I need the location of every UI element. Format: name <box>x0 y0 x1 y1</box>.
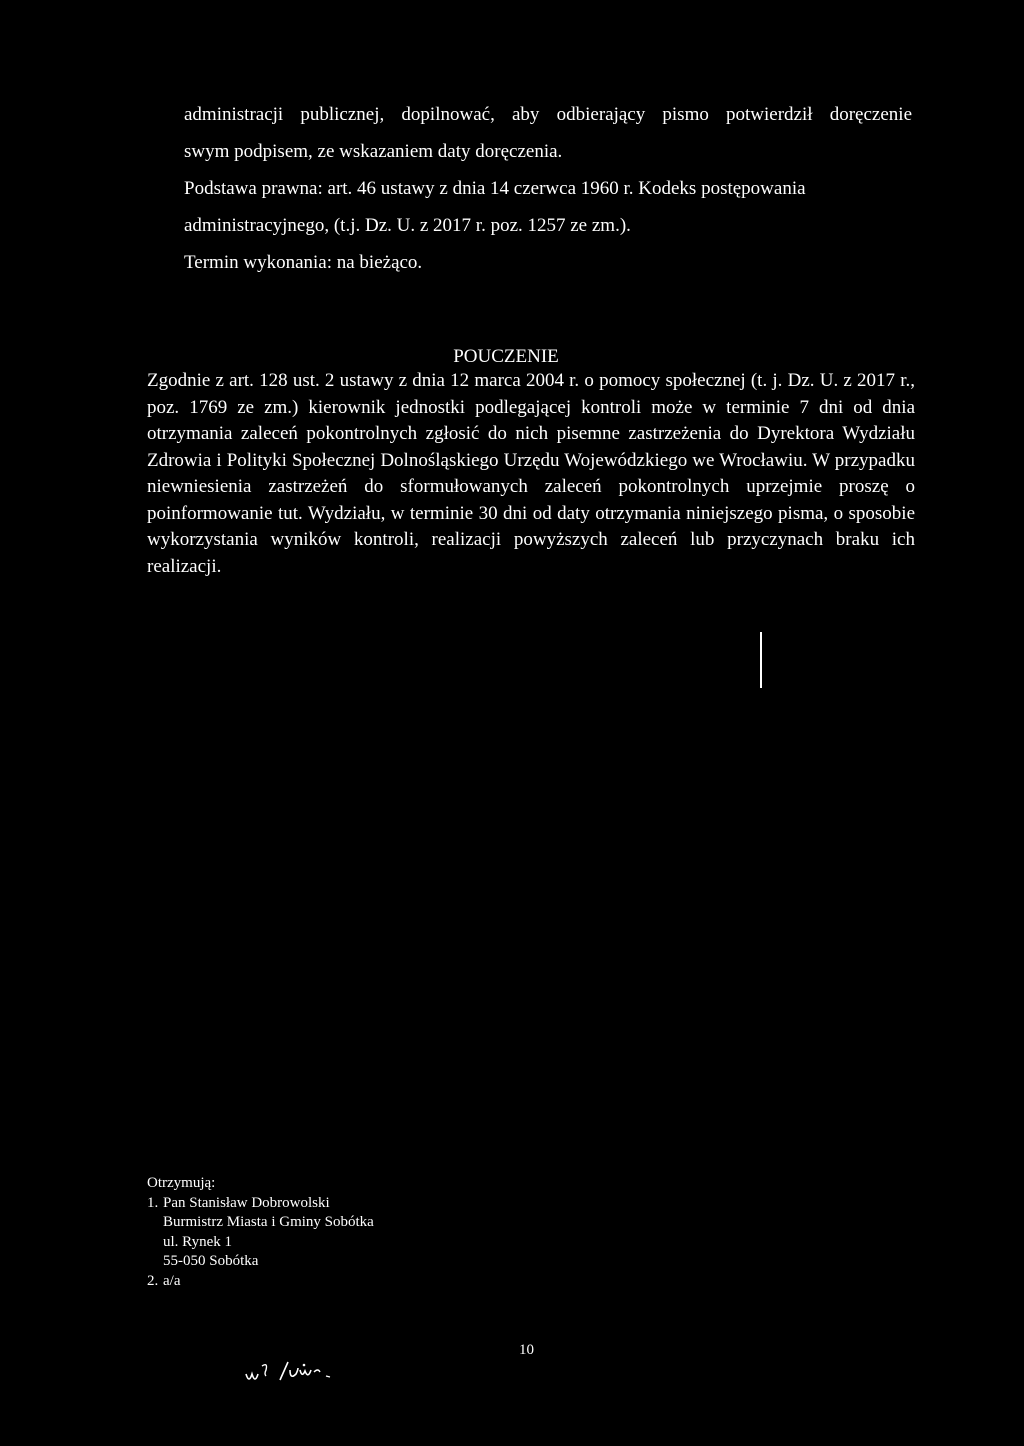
intro-line: administracji publicznej, dopilnować, aby odbierający pismo potwierdził doręczenie <box>184 104 912 125</box>
intro-line: Termin wykonania: na bieżąco. <box>184 252 423 273</box>
recipient-address-line: 55-050 Sobótka <box>163 1253 259 1270</box>
recipients-list <box>147 1174 374 1292</box>
recipient-item <box>147 1194 374 1214</box>
recipient-number: 1. <box>147 1194 159 1211</box>
handwritten-mark-icon <box>240 1356 360 1396</box>
recipient-name: a/a <box>163 1272 181 1289</box>
page-number: 10 <box>519 1342 534 1358</box>
recipients-label: Otrzymują: <box>147 1175 216 1191</box>
intro-paragraph <box>184 96 912 281</box>
recipient-address-line: ul. Rynek 1 <box>163 1233 232 1250</box>
intro-line: administracyjnego, (t.j. Dz. U. z 2017 r. poz. 1257 ze zm.). <box>184 215 631 236</box>
pouczenie-paragraph: Zgodnie z art. 128 ust. 2 ustawy z dnia 12 marca 2004 r. o pomocy społecznej (t. j. Dz. U. z 2017 r., poz. 1769 ze zm.) kierownik jednostki podlegającej kontroli może w terminie 7 dni od dnia otrzymania zaleceń pokontrolnych zgłosić do nich pisemne zastrzeżenia do Dyrektora Wydziału Zdrowia i Polityki Społecznej Dolnośląskiego Urzędu Wojewódzkiego we Wrocławiu. W przypadku niewniesienia zastrzeżeń do sformułowanych zaleceń pokontrolnych uprzejmie proszę o poinformowanie tut. Wydziału, w terminie 30 dni od daty otrzymania niniejszego pisma, o sposobie wykorzystania wyników kontroli, realizacji powyższych zaleceń lub przyczynach braku ich realizacji. <box>147 370 915 577</box>
section-heading <box>0 346 1024 368</box>
recipient-name: Pan Stanisław Dobrowolski <box>163 1194 330 1211</box>
vertical-mark <box>760 632 762 688</box>
intro-line: Podstawa prawna: art. 46 ustawy z dnia 14 czerwca 1960 r. Kodeks postępowania <box>184 178 806 199</box>
heading-text: POUCZENIE <box>453 346 559 367</box>
recipient-item <box>147 1272 374 1292</box>
recipient-number: 2. <box>147 1272 159 1289</box>
intro-line: swym podpisem, ze wskazaniem daty doręczenia. <box>184 141 563 162</box>
recipient-address-line: Burmistrz Miasta i Gminy Sobótka <box>163 1214 374 1231</box>
